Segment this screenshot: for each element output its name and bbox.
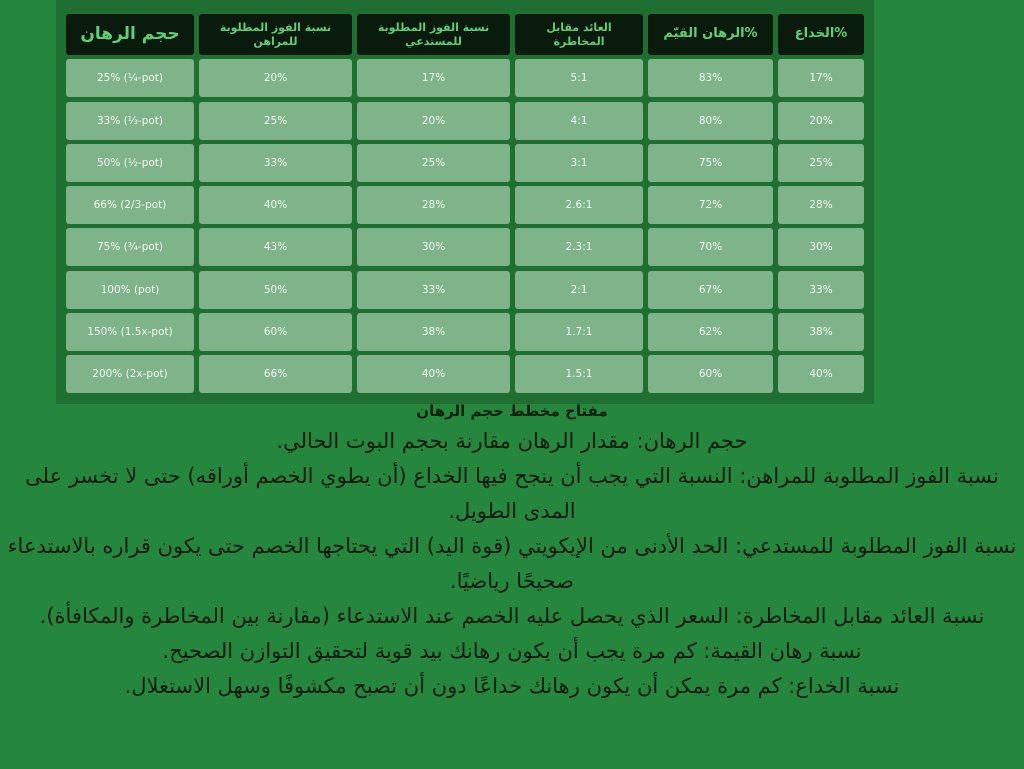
bettor-win-rate-cell: 50%	[199, 271, 352, 309]
bettor-win-rate-cell: 33%	[199, 144, 352, 182]
caller-win-rate-cell: 20%	[357, 102, 510, 140]
header-caller-win-rate: نسبة الفوز المطلوبة للمستدعي	[357, 14, 510, 55]
definition-bluff: نسبة الخداع: كم مرة يمكن أن يكون رهانك خداعًا دون أن تصبح مكشوفًا وسهل الاستغلال.	[124, 674, 900, 698]
bluff-cell: 17%	[778, 59, 864, 97]
value-bet-cell: 62%	[648, 313, 773, 351]
bluff-cell: 30%	[778, 228, 864, 266]
value-bet-cell: 75%	[648, 144, 773, 182]
bet-size-cell: 75% (¾-pot)	[66, 228, 194, 266]
risk-reward-cell: 2.6:1	[515, 186, 643, 224]
bet-size-cell: 100% (pot)	[66, 271, 194, 309]
bettor-win-rate-cell: 40%	[199, 186, 352, 224]
header-risk-reward: العائد مقابل المخاطرة	[515, 14, 643, 55]
bluff-cell: 20%	[778, 102, 864, 140]
caller-win-rate-cell: 25%	[357, 144, 510, 182]
value-bet-cell: 80%	[648, 102, 773, 140]
bet-size-cell: 66% (2/3-pot)	[66, 186, 194, 224]
bettor-win-rate-cell: 66%	[199, 355, 352, 393]
risk-reward-cell: 3:1	[515, 144, 643, 182]
definition-risk-reward: نسبة العائد مقابل المخاطرة: السعر الذي يحصل عليه الخصم عند الاستدعاء (مقارنة بين المخاطرة والمكافأة).	[39, 604, 985, 628]
bluff-cell: 28%	[778, 186, 864, 224]
chart-key-title: مفتاح مخطط حجم الرهان	[416, 402, 608, 420]
value-bet-cell: 60%	[648, 355, 773, 393]
bet-size-cell: 25% (¼-pot)	[66, 59, 194, 97]
bettor-win-rate-cell: 20%	[199, 59, 352, 97]
definitions-text	[6, 424, 1018, 704]
bet-size-cell: 150% (1.5x-pot)	[66, 313, 194, 351]
bluff-cell: 33%	[778, 271, 864, 309]
bluff-cell: 25%	[778, 144, 864, 182]
bluff-cell: 38%	[778, 313, 864, 351]
bet-size-cell: 33% (⅓-pot)	[66, 102, 194, 140]
value-bet-cell: 67%	[648, 271, 773, 309]
bet-size-table-panel	[56, 0, 874, 404]
value-bet-cell: 83%	[648, 59, 773, 97]
bluff-cell: 40%	[778, 355, 864, 393]
caller-win-rate-cell: 28%	[357, 186, 510, 224]
risk-reward-cell: 2.3:1	[515, 228, 643, 266]
value-bet-cell: 72%	[648, 186, 773, 224]
risk-reward-cell: 2:1	[515, 271, 643, 309]
risk-reward-cell: 5:1	[515, 59, 643, 97]
header-value-bet-percent: %الرهان القيّم	[648, 14, 773, 55]
value-bet-cell: 70%	[648, 228, 773, 266]
header-bluff-percent: %الخداع	[778, 14, 864, 55]
caller-win-rate-cell: 30%	[357, 228, 510, 266]
header-bettor-win-rate: نسبة الفوز المطلوبة للمراهن	[199, 14, 352, 55]
bet-size-cell: 50% (½-pot)	[66, 144, 194, 182]
risk-reward-cell: 4:1	[515, 102, 643, 140]
bettor-win-rate-cell: 60%	[199, 313, 352, 351]
risk-reward-cell: 1.7:1	[515, 313, 643, 351]
definition-bet-size: حجم الرهان: مقدار الرهان مقارنة بحجم البوت الحالي.	[276, 429, 748, 453]
caller-win-rate-cell: 40%	[357, 355, 510, 393]
bettor-win-rate-cell: 25%	[199, 102, 352, 140]
risk-reward-cell: 1.5:1	[515, 355, 643, 393]
bet-size-table	[66, 14, 864, 393]
definition-bettor-win-rate: نسبة الفوز المطلوبة للمراهن: النسبة التي يجب أن ينجح فيها الخداع (أن يطوي الخصم أوراقه) حتى لا تخسر على المدى الطويل.	[25, 464, 999, 523]
caller-win-rate-cell: 17%	[357, 59, 510, 97]
definition-caller-win-rate: نسبة الفوز المطلوبة للمستدعي: الحد الأدنى من الإيكويتي (قوة اليد) التي يحتاجها الخصم حتى يكون قراره بالاستدعاء صحيحًا رياضيًا.	[7, 534, 1017, 593]
caller-win-rate-cell: 33%	[357, 271, 510, 309]
bettor-win-rate-cell: 43%	[199, 228, 352, 266]
header-bet-size: حجم الرهان	[66, 14, 194, 55]
definition-value-bet: نسبة رهان القيمة: كم مرة يجب أن يكون رهانك بيد قوية لتحقيق التوازن الصحيح.	[162, 639, 862, 663]
caller-win-rate-cell: 38%	[357, 313, 510, 351]
bet-size-cell: 200% (2x-pot)	[66, 355, 194, 393]
